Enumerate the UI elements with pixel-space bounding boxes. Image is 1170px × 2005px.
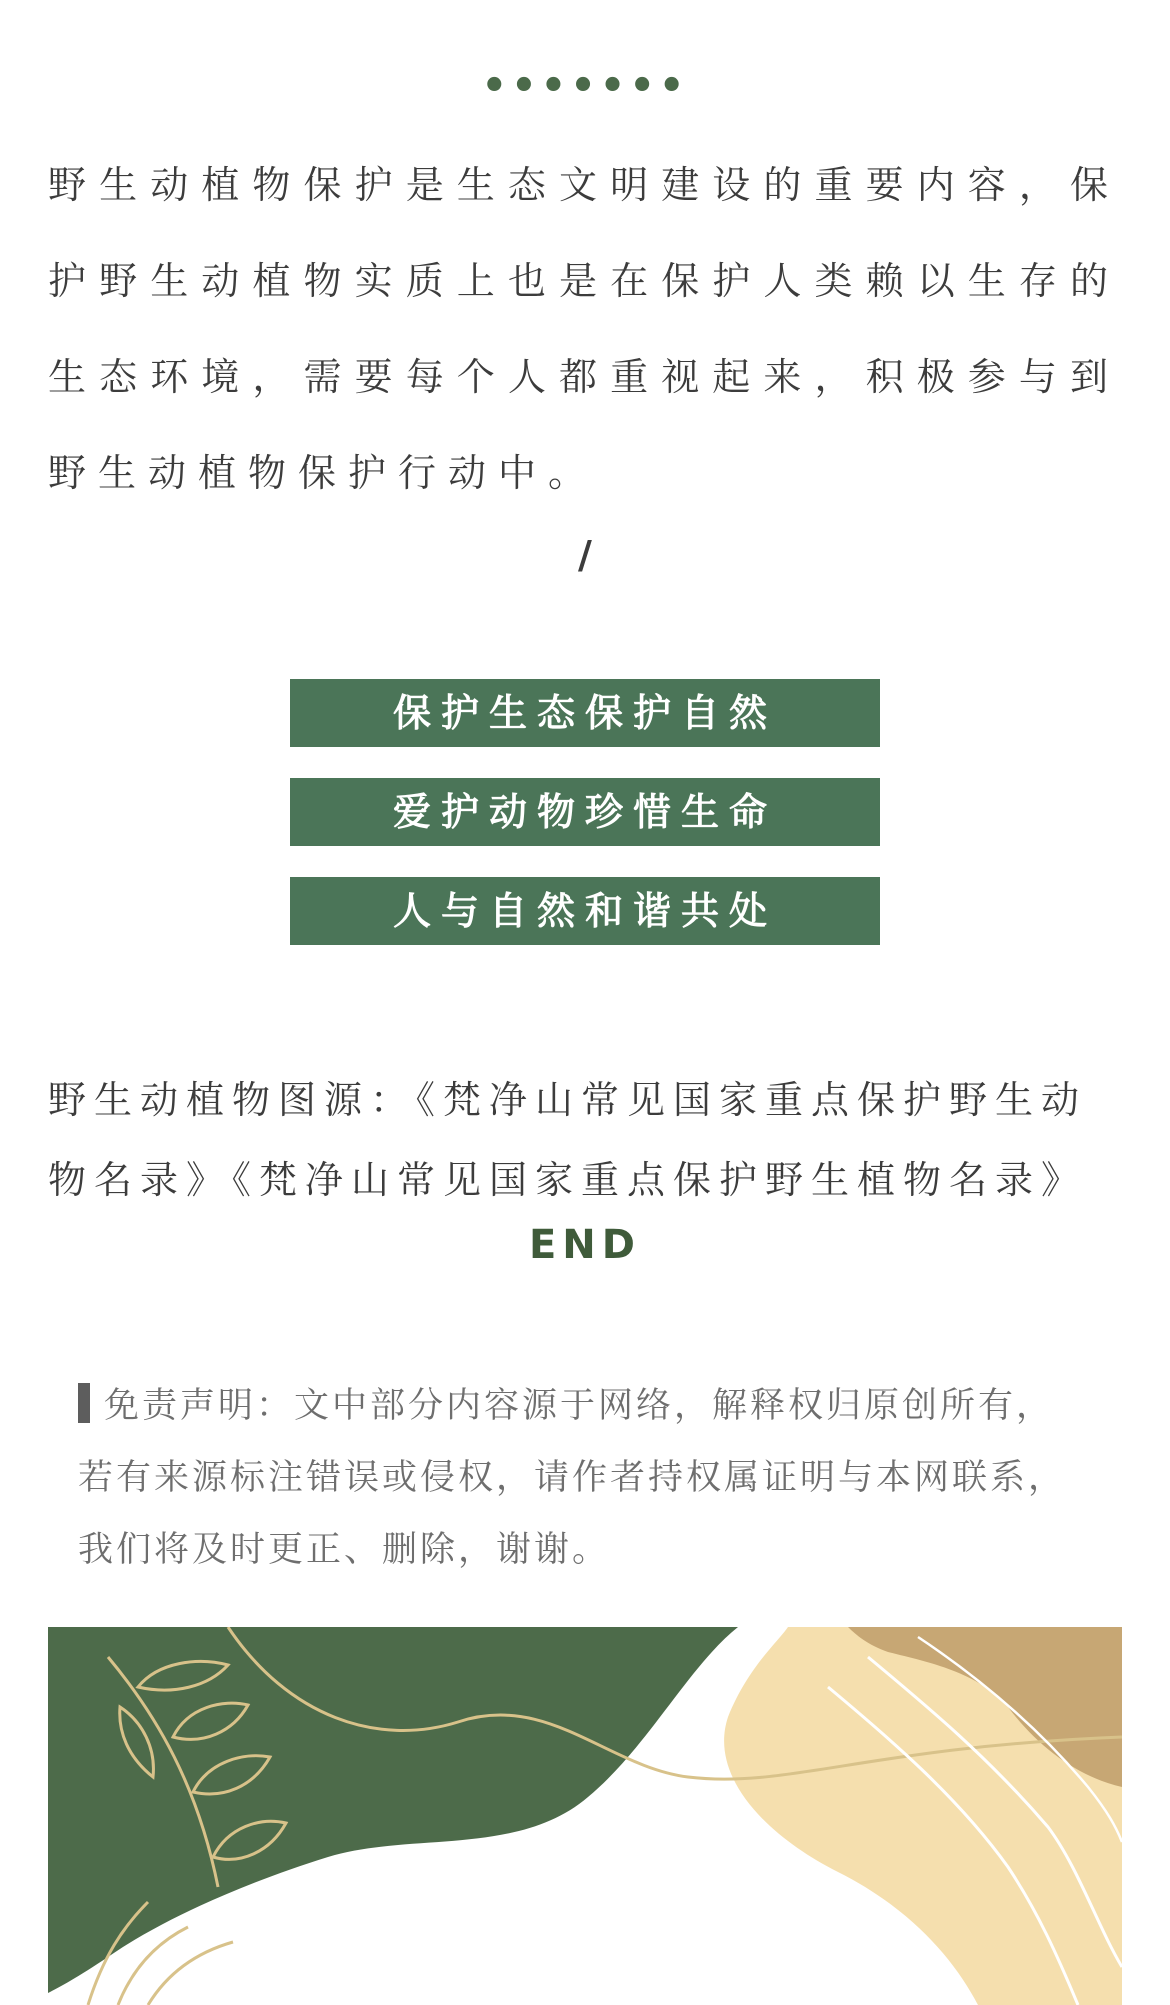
header-dots bbox=[0, 63, 1170, 109]
decorative-artwork bbox=[48, 1627, 1122, 2005]
banner-harmony: 人与自然和谐共处 bbox=[290, 877, 880, 945]
disclaimer-bar bbox=[78, 1383, 90, 1423]
banner-cherish-life: 爱护动物珍惜生命 bbox=[290, 778, 880, 846]
nature-illustration bbox=[48, 1627, 1122, 2005]
end-label: END bbox=[528, 1222, 641, 1268]
disclaimer bbox=[78, 1370, 1088, 1586]
dots-ornament: ••••••• bbox=[481, 63, 689, 109]
disclaimer-text: 免责声明：文中部分内容源于网络，解释权归原创所有，若有来源标注错误或侵权，请作者持权属证明与本网联系，我们将及时更正、删除，谢谢。 bbox=[78, 1386, 1067, 1570]
separator-slash: / bbox=[578, 533, 592, 577]
banner-protect-nature: 保护生态保护自然 bbox=[290, 679, 880, 747]
intro-paragraph: 野生动植物保护是生态文明建设的重要内容，保护野生动植物实质上也是在保护人类赖以生存的生态环境，需要每个人都重视起来，积极参与到野生动植物保护行动中。 bbox=[48, 163, 1120, 495]
image-source: 野生动植物图源：《梵净山常见国家重点保护野生动物名录》《梵净山常见国家重点保护野生植物名录》 bbox=[48, 1078, 1088, 1202]
